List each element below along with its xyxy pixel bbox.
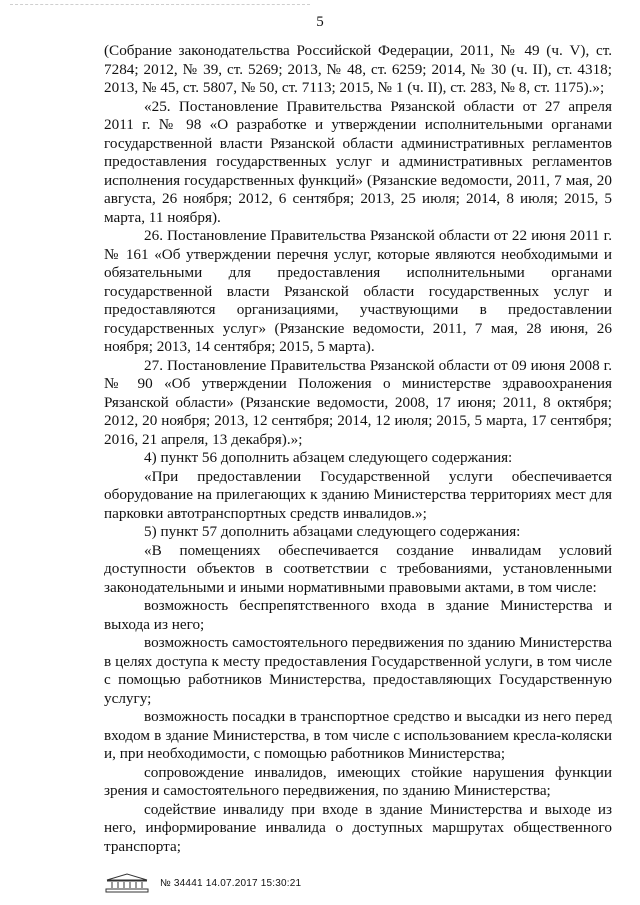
paragraph: 26. Постановление Правительства Рязанской области от 22 июня 2011 г. № 161 «Об утверждении перечня услуг, которые являются необходимыми и обязательными для предоставления исполнительными органами государственной власти Рязанской области государственных услуг и предоставляются организациями, участвующими в предоставлении государственных услуг» (Рязанские ведомости, 2011, 7 мая, 28 июня, 26 ноября; 2013, 14 сентября; 2015, 5 марта). [104, 227, 612, 355]
paragraph: «25. Постановление Правительства Рязанской области от 27 апреля 2011 г. № 98 «О разработке и утверждении исполнительными органами государственной власти Рязанской области административных регламентов предоставления государственных услуг и административных регламентов исполнения государственных функций» (Рязанские ведомости, 2011, 7 мая, 20 августа, 26 ноября; 2012, 6 сентября; 2013, 25 июля; 2014, 8 июля; 2015, 5 марта, 11 ноября). [104, 97, 612, 226]
paragraph: «В помещениях обеспечивается создание инвалидам условий доступности объектов в соответствии с требованиями, установленными законодательными и иными нормативными правовыми актами, в том числе: [104, 541, 612, 596]
paragraph: 4) пункт 56 дополнить абзацем следующего содержания: [144, 449, 513, 466]
paragraph: возможность беспрепятственного входа в здание Министерства и выхода из него; [104, 597, 612, 633]
page-number: 5 [316, 14, 324, 30]
paragraph: 27. Постановление Правительства Рязанской области от 09 июня 2008 г. № 90 «Об утверждении Положения о министерстве здравоохранения Рязанской области» (Рязанские ведомости, 2008, 17 июня; 2011, 8 октября; 2012, 20 ноября; 2013, 12 сентября; 2014, 12 июля; 2015, 5 марта, 17 сентября; 2016, 21 апреля, 13 декабря).»; [104, 356, 612, 448]
paragraph: сопровождение инвалидов, имеющих стойкие нарушения функции зрения и самостоятельного передвижения, по зданию Министерства; [104, 763, 612, 799]
paragraph: возможность самостоятельного передвижения по зданию Министерства в целях доступа к месту предоставления Государственной услуги, в том числе с помощью работников Министерства, предоставляющих Государственную услугу; [104, 634, 612, 707]
registration-stamp: № 34441 14.07.2017 15:30:21 [160, 877, 302, 889]
government-building-emblem-icon [104, 873, 150, 893]
top-dashed-line [10, 4, 310, 5]
document-footer [104, 872, 301, 894]
document-body [104, 42, 612, 856]
paragraph: содействие инвалиду при входе в здание Министерства и выходе из него, информирование инвалида о доступных маршрутах общественного транспорта; [104, 800, 612, 855]
paragraph: (Собрание законодательства Российской Федерации, 2011, № 49 (ч. V), ст. 7284; 2012, № 39, ст. 5269; 2013, № 48, ст. 6259; 2014, № 30 (ч. II), ст. 4318; 2013, № 45, ст. 5807, № 50, ст. 7113; 2015, № 1 (ч. II), ст. 283, № 8, ст. 1175).»; [104, 42, 612, 96]
paragraph: возможность посадки в транспортное средство и высадки из него перед входом в здание Министерства, в том числе с использованием кресла-коляски и, при необходимости, с помощью работников Министерства; [104, 708, 612, 762]
paragraph: «При предоставлении Государственной услуги обеспечивается оборудование на прилегающих к зданию Министерства территориях мест для парковки автотранспортных средств инвалидов.»; [104, 467, 612, 522]
paragraph: 5) пункт 57 дополнить абзацами следующего содержания: [144, 523, 521, 540]
